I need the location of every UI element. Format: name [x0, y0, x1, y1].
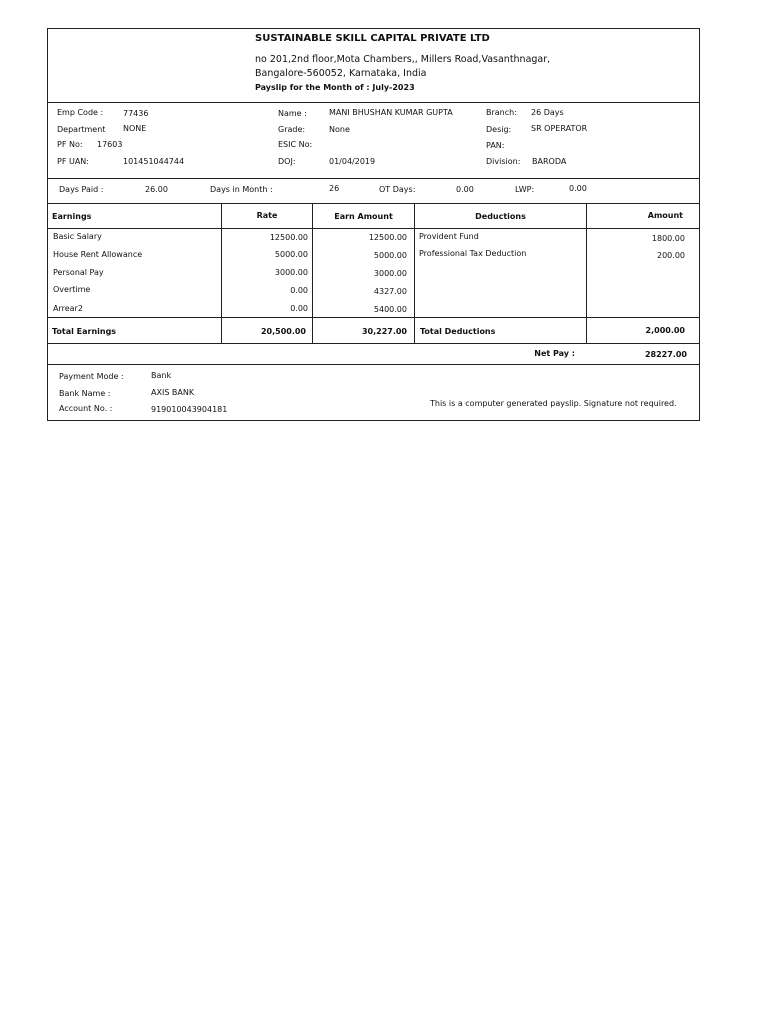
days-in-month-label: Days in Month :	[210, 185, 273, 194]
account-no-value: 919010043904181	[151, 405, 228, 414]
earning-amount-basic-salary: 12500.00	[368, 233, 407, 242]
desig-value: SR OPERATOR	[531, 124, 588, 133]
pan-label: PAN:	[486, 141, 505, 150]
total-rate-value: 20,500.00	[260, 327, 306, 336]
divider-days	[47, 203, 700, 204]
header-earnings: Earnings	[52, 212, 92, 221]
days-in-month-value: 26	[329, 184, 340, 193]
doj-value: 01/04/2019	[329, 157, 376, 166]
header-rate: Rate	[256, 211, 278, 220]
deduction-name-professional-tax: Professional Tax Deduction	[419, 249, 527, 258]
earning-name-hra: House Rent Allowance	[53, 250, 143, 259]
divider-employee	[47, 178, 700, 179]
earning-rate-personal-pay: 3000.00	[274, 268, 308, 277]
days-paid-value: 26.00	[145, 185, 168, 194]
deduction-name-provident-fund: Provident Fund	[419, 232, 479, 241]
total-deductions-label: Total Deductions	[420, 327, 496, 336]
divider-netpay	[47, 364, 700, 365]
branch-value: 26 Days	[531, 108, 564, 117]
header-deductions: Deductions	[475, 212, 526, 221]
net-pay-value: 28227.00	[644, 350, 687, 359]
division-label: Division:	[486, 157, 521, 166]
header-amount: Amount	[647, 211, 683, 220]
earning-name-arrear2: Arrear2	[53, 304, 83, 313]
department-value: NONE	[123, 124, 147, 133]
payment-mode-label: Payment Mode :	[59, 372, 124, 381]
earning-amount-hra: 5000.00	[373, 251, 407, 260]
net-pay-label: Net Pay :	[534, 349, 575, 358]
computer-generated-note: This is a computer generated payslip. Signature not required.	[430, 399, 677, 408]
pf-uan-value: 101451044744	[123, 157, 185, 166]
emp-code-label: Emp Code :	[57, 108, 104, 117]
divider-table-head	[47, 228, 700, 229]
col-divider-4	[586, 203, 587, 343]
company-name: SUSTAINABLE SKILL CAPITAL PRIVATE LTD	[255, 33, 490, 44]
address-line-2: Bangalore-560052, Karnataka, India	[255, 68, 427, 79]
border-bottom	[47, 420, 700, 421]
earning-rate-arrear2: 0.00	[290, 304, 308, 313]
ot-days-label: OT Days:	[379, 185, 416, 194]
payslip-month: Payslip for the Month of : July-2023	[255, 83, 415, 92]
name-value: MANI BHUSHAN KUMAR GUPTA	[329, 108, 453, 117]
name-label: Name :	[278, 109, 307, 118]
address-line-1: no 201,2nd floor,Mota Chambers,, Millers Road,Vasanthnagar,	[255, 54, 551, 65]
border-left	[47, 28, 48, 421]
divider-totals-bottom	[47, 343, 700, 344]
branch-label: Branch:	[486, 108, 517, 117]
account-no-label: Account No. :	[59, 404, 113, 413]
divider-totals-top	[47, 317, 700, 318]
payment-mode-value: Bank	[151, 371, 172, 380]
earning-name-overtime: Overtime	[53, 285, 91, 294]
total-deductions-value: 2,000.00	[645, 326, 685, 335]
earning-rate-overtime: 0.00	[290, 286, 308, 295]
earning-amount-personal-pay: 3000.00	[373, 269, 407, 278]
grade-label: Grade:	[278, 125, 306, 134]
grade-value: None	[329, 125, 350, 134]
lwp-label: LWP:	[515, 185, 535, 194]
border-right	[699, 28, 700, 421]
divider-header	[47, 102, 700, 103]
department-label: Department	[57, 125, 106, 134]
earning-amount-overtime: 4327.00	[373, 287, 407, 296]
earning-rate-hra: 5000.00	[274, 250, 308, 259]
pf-no-label: PF No:	[57, 140, 83, 149]
earning-rate-basic-salary: 12500.00	[269, 233, 308, 242]
deduction-amount-professional-tax: 200.00	[657, 251, 685, 260]
lwp-value: 0.00	[569, 184, 587, 193]
header-earn-amount: Earn Amount	[334, 212, 393, 221]
bank-name-label: Bank Name :	[59, 389, 111, 398]
pf-no-value: 17603	[97, 140, 123, 149]
days-paid-label: Days Paid :	[59, 185, 104, 194]
doj-label: DOJ:	[278, 157, 296, 166]
ot-days-value: 0.00	[456, 185, 474, 194]
division-value: BARODA	[532, 157, 567, 166]
earning-amount-arrear2: 5400.00	[373, 305, 407, 314]
emp-code-value: 77436	[123, 109, 149, 118]
bank-name-value: AXIS BANK	[151, 388, 195, 397]
border-top	[47, 28, 700, 29]
pf-uan-label: PF UAN:	[57, 157, 89, 166]
desig-label: Desig:	[486, 125, 512, 134]
earning-name-basic-salary: Basic Salary	[53, 232, 102, 241]
total-earn-amount-value: 30,227.00	[361, 327, 407, 336]
earning-name-personal-pay: Personal Pay	[53, 268, 104, 277]
esic-label: ESIC No:	[278, 140, 313, 149]
deduction-amount-provident-fund: 1800.00	[651, 234, 685, 243]
col-divider-3	[414, 203, 415, 343]
total-earnings-label: Total Earnings	[52, 327, 117, 336]
